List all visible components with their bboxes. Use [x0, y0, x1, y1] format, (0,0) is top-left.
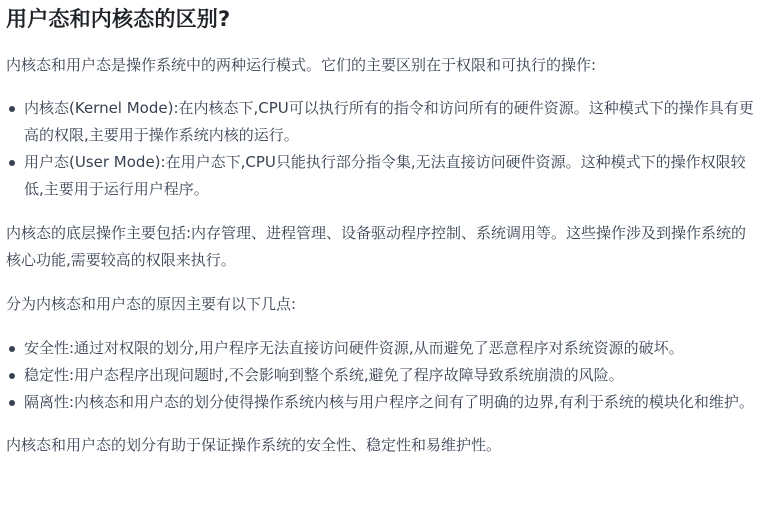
- list-item-text: 用户态(User Mode):在用户态下,CPU只能执行部分指令集,无法直接访问硬件资源。这种模式下的操作权限较低,主要用于运行用户程序。: [24, 153, 746, 198]
- kernel-ops-paragraph: 内核态的底层操作主要包括:内存管理、进程管理、设备驱动程序控制、系统调用等。这些操作涉及到操作系统的核心功能,需要较高的权限来执行。: [6, 224, 747, 269]
- list-item-text: 安全性:通过对权限的划分,用户程序无法直接访问硬件资源,从而避免了恶意程序对系统资源的破坏。: [24, 339, 684, 357]
- bullet-icon: [9, 373, 15, 379]
- conclusion-paragraph: 内核态和用户态的划分有助于保证操作系统的安全性、稳定性和易维护性。: [6, 436, 502, 454]
- modes-list: [6, 95, 756, 203]
- reasons-list: [6, 335, 756, 416]
- intro-paragraph: 内核态和用户态是操作系统中的两种运行模式。它们的主要区别在于权限和可执行的操作:: [6, 56, 597, 74]
- list-item-kernel-mode: [6, 95, 756, 149]
- bullet-icon: [9, 106, 15, 112]
- list-item-security: [6, 335, 756, 362]
- reasons-intro-paragraph: 分为内核态和用户态的原因主要有以下几点:: [6, 295, 297, 313]
- list-item-text: 稳定性:用户态程序出现问题时,不会影响到整个系统,避免了程序故障导致系统崩溃的风险。: [24, 366, 624, 384]
- list-item-text: 隔离性:内核态和用户态的划分使得操作系统内核与用户程序之间有了明确的边界,有利于系统的模块化和维护。: [24, 393, 754, 411]
- list-item-user-mode: [6, 149, 756, 203]
- list-item-stability: [6, 362, 756, 389]
- bullet-icon: [9, 160, 15, 166]
- page-title: 用户态和内核态的区别?: [6, 7, 231, 31]
- bullet-icon: [9, 346, 15, 352]
- list-item-isolation: [6, 389, 756, 416]
- bullet-icon: [9, 400, 15, 406]
- list-item-text: 内核态(Kernel Mode):在内核态下,CPU可以执行所有的指令和访问所有的硬件资源。这种模式下的操作具有更高的权限,主要用于操作系统内核的运行。: [24, 99, 754, 144]
